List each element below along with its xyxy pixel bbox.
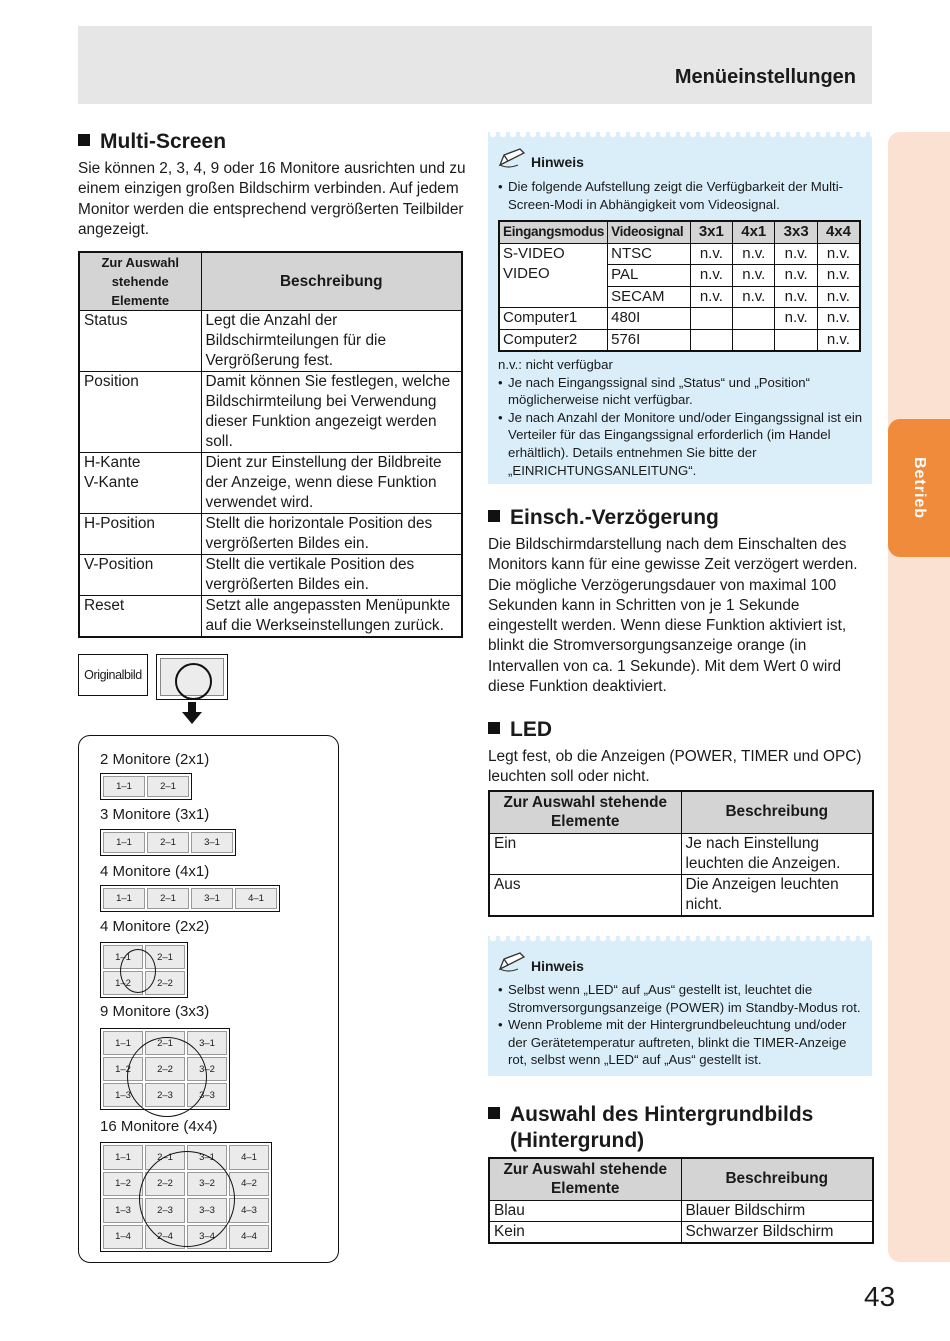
einsch-title: Einsch.-Verzögerung xyxy=(488,505,719,531)
availability-cell: n.v. xyxy=(690,243,732,265)
monitor-layout-label: 16 Monitore (4x4) xyxy=(100,1118,218,1135)
hint-title: Hinweis xyxy=(531,958,584,974)
col-header-items: Zur Auswahl stehende Elemente xyxy=(489,791,681,833)
led-table xyxy=(488,790,874,917)
hint-dots-decoration xyxy=(488,936,872,945)
monitor-cell: 4–1 xyxy=(235,888,277,909)
monitor-cell: 3–4 xyxy=(187,1225,227,1250)
monitor-cell: 1–1 xyxy=(103,1031,143,1055)
monitor-grid xyxy=(100,829,236,856)
availability-cell: n.v. xyxy=(775,265,817,287)
side-tab-label: Betrieb xyxy=(911,456,928,520)
monitor-cell: 3–3 xyxy=(187,1083,227,1107)
item-cell: Status xyxy=(79,311,201,372)
monitor-cell: 3–2 xyxy=(187,1057,227,1081)
table-row xyxy=(489,833,873,874)
monitor-cell: 2–3 xyxy=(145,1083,185,1107)
monitor-layout-label: 4 Monitore (2x2) xyxy=(100,918,210,935)
description-cell: Legt die Anzahl der Bildschirmteilungen für die Vergrößerung fest. xyxy=(201,311,462,372)
item-cell: Kein xyxy=(489,1221,681,1243)
monitor-cell: 1–3 xyxy=(103,1198,143,1223)
monitor-layout-label: 4 Monitore (4x1) xyxy=(100,863,210,880)
availability-cell xyxy=(775,329,817,351)
video-signal-cell: 480I xyxy=(608,308,691,330)
monitor-cell: 3–3 xyxy=(187,1198,227,1223)
monitor-grid xyxy=(100,1028,230,1110)
item-cell: Reset xyxy=(79,596,201,638)
table-row xyxy=(489,1200,873,1221)
monitor-grid xyxy=(100,885,280,912)
original-image-label: Originalbild xyxy=(78,654,148,696)
monitor-cell: 2–2 xyxy=(145,971,185,995)
monitor-cell: 1–2 xyxy=(103,1057,143,1081)
description-cell: Blauer Bildschirm xyxy=(681,1200,873,1221)
table-row xyxy=(79,514,462,555)
input-mode-cell: Computer1 xyxy=(499,308,608,330)
square-bullet-icon xyxy=(488,510,500,522)
original-screen xyxy=(160,658,224,696)
multi-screen-title: Multi-Screen xyxy=(78,129,226,155)
item-cell: Aus xyxy=(489,874,681,916)
availability-cell xyxy=(733,329,775,351)
multi-screen-table xyxy=(78,251,463,638)
monitor-cell: 1–4 xyxy=(103,1225,143,1250)
description-cell: Dient zur Einstellung der Bildbreite der Anzeige, wenn diese Funktion verwendet wird. xyxy=(201,453,462,514)
monitor-cell: 1–1 xyxy=(103,776,145,797)
availability-cell xyxy=(733,308,775,330)
hint-bullet xyxy=(498,374,864,409)
hint-bullet-text: Je nach Anzahl der Monitore und/oder Eingangssignal ist ein Verteiler für das Eingangssignal erforderlich (im Handel erhältlich). Details entnehmen Sie bitte der „EINRICHTUNGSANLEITUNG“. xyxy=(508,409,863,478)
input-mode-cell: Computer2 xyxy=(499,329,608,351)
video-signal-cell: SECAM xyxy=(608,286,691,308)
description-cell: Schwarzer Bildschirm xyxy=(681,1221,873,1243)
hint-box-2 xyxy=(488,936,872,1076)
bullet-dot: • xyxy=(498,374,503,390)
led-text: Legt fest, ob die Anzeigen (POWER, TIMER und OPC) leuchten soll oder nicht. xyxy=(488,748,862,786)
monitor-cell: 2–2 xyxy=(145,1172,185,1197)
header-title: Menüeinstellungen xyxy=(674,66,856,88)
table-row xyxy=(79,596,462,638)
availability-cell: n.v. xyxy=(690,286,732,308)
monitor-cell: 3–1 xyxy=(187,1031,227,1055)
hint-bullet xyxy=(498,1016,864,1069)
monitor-cell: 2–1 xyxy=(147,888,189,909)
monitor-cell: 3–1 xyxy=(191,832,233,853)
item-cell: H-Position xyxy=(79,514,201,555)
description-cell: Die Anzeigen leuchten nicht. xyxy=(681,874,873,916)
monitor-cell: 1–1 xyxy=(103,832,145,853)
side-tab-betrieb[interactable] xyxy=(888,419,950,557)
availability-cell: n.v. xyxy=(775,308,817,330)
hint-bullet-text: Selbst wenn „LED“ auf „Aus“ gestellt ist, leuchtet die Stromversorgungsanzeige (POWER) im Standby-Modus rot. xyxy=(508,982,861,1015)
description-cell: Stellt die vertikale Position des vergrößerten Bildes ein. xyxy=(201,555,462,596)
monitor-cell: 2–1 xyxy=(147,776,189,797)
pencil-icon xyxy=(498,951,528,973)
monitor-cell: 2–4 xyxy=(145,1225,185,1250)
table-row xyxy=(499,308,860,330)
hint-bullets xyxy=(498,981,864,1069)
monitor-cell: 4–3 xyxy=(229,1198,269,1223)
monitor-layout-label: 3 Monitore (3x1) xyxy=(100,806,210,823)
multi-screen-intro: Sie können 2, 3, 4, 9 oder 16 Monitore ausrichten und zu einem einzigen großen Bildschirm verbinden. Auf jedem Monitor werden die entsprechend vergrößerten Teilbilder angezeigt. xyxy=(78,160,466,238)
hint-bullet xyxy=(498,409,864,479)
video-signal-cell: PAL xyxy=(608,265,691,287)
col-header-description: Beschreibung xyxy=(201,252,462,311)
monitor-grid xyxy=(100,942,188,998)
page-header xyxy=(78,26,872,104)
table-row xyxy=(489,874,873,916)
availability-cell: n.v. xyxy=(733,243,775,265)
table-row xyxy=(499,329,860,351)
page-number: 43 xyxy=(864,1281,896,1312)
bullet-dot: • xyxy=(498,982,503,997)
original-image-figure xyxy=(156,654,228,700)
hint-notes xyxy=(498,356,864,479)
hint-dots-decoration xyxy=(488,132,872,141)
hint-bullet-text: Wenn Probleme mit der Hintergrundbeleuchtung und/oder der Gerätetemperatur auftreten, blinkt die TIMER-Anzeige rot, selbst wenn „LED“ auf „Aus“ gestellt ist. xyxy=(508,1017,847,1068)
monitor-cell: 1–3 xyxy=(103,1083,143,1107)
monitor-cell: 3–2 xyxy=(187,1172,227,1197)
item-cell: Position xyxy=(79,372,201,453)
availability-cell: n.v. xyxy=(775,286,817,308)
monitor-cell: 4–2 xyxy=(229,1172,269,1197)
availability-cell: n.v. xyxy=(817,329,860,351)
col-header-items: Zur Auswahl stehende Elemente xyxy=(79,252,201,311)
led-title: LED xyxy=(488,717,552,743)
square-bullet-icon xyxy=(488,722,500,734)
availability-cell xyxy=(690,308,732,330)
table-row xyxy=(489,1221,873,1243)
description-cell: Setzt alle angepassten Menüpunkte auf die Werkseinstellungen zurück. xyxy=(201,596,462,638)
einsch-text: Die Bildschirmdarstellung nach dem Einschalten des Monitors kann für eine gewisse Zeit verzögert werden. Die mögliche Verzögerungsdauer von maximal 100 Sekunden kann in Schritten von je 1 Sekunde eingestellt werden. Wenn diese Funktion aktiviert ist, blinkt die Stromversorgungsanzeige orange (in Intervallen von ca. 1 Sekunde). Mit dem Wert 0 wird diese Funktion deaktiviert. xyxy=(488,536,858,696)
circle-icon xyxy=(175,663,212,700)
table-row xyxy=(499,243,860,265)
monitor-layout-label: 2 Monitore (2x1) xyxy=(100,751,210,768)
hint-bullet-text: Je nach Eingangssignal sind „Status“ und „Position“ möglicherweise nicht verfügbar. xyxy=(508,374,811,408)
monitor-cell: 1–1 xyxy=(103,1145,143,1170)
circle-icon xyxy=(139,1151,235,1247)
hint-note: n.v.: nicht verfügbar xyxy=(498,357,613,372)
monitor-cell: 3–1 xyxy=(187,1145,227,1170)
circle-icon xyxy=(120,949,156,993)
item-cell: V-Position xyxy=(79,555,201,596)
monitor-cell: 1–1 xyxy=(103,888,145,909)
availability-cell: n.v. xyxy=(817,286,860,308)
availability-cell: n.v. xyxy=(733,286,775,308)
monitor-cell: 2–2 xyxy=(145,1057,185,1081)
availability-cell: n.v. xyxy=(817,243,860,265)
col-header-items: Zur Auswahl stehende Elemente xyxy=(489,1158,681,1200)
bullet-dot: • xyxy=(498,1017,503,1033)
monitor-cell: 1–2 xyxy=(103,1172,143,1197)
item-cell: H-Kante V-Kante xyxy=(79,453,201,514)
sidebar-strip xyxy=(888,132,950,1262)
col-header-description: Beschreibung xyxy=(681,1158,873,1200)
monitor-grid xyxy=(100,1142,272,1252)
monitor-cell: 2–3 xyxy=(145,1198,185,1223)
hint-bullet xyxy=(498,981,864,1016)
monitor-cell: 2–1 xyxy=(145,1031,185,1055)
circle-icon xyxy=(127,1037,207,1117)
availability-header: 4x4 xyxy=(817,221,860,243)
monitor-cell: 4–1 xyxy=(229,1145,269,1170)
bullet-dot: • xyxy=(498,409,503,425)
col-header-description: Beschreibung xyxy=(681,791,873,833)
description-cell: Damit können Sie festlegen, welche Bildschirmteilung bei Verwendung dieser Funktion angezeigt werden soll. xyxy=(201,372,462,453)
square-bullet-icon xyxy=(78,134,90,146)
video-signal-cell: 576I xyxy=(608,329,691,351)
monitor-cell: 3–1 xyxy=(191,888,233,909)
availability-cell: n.v. xyxy=(817,308,860,330)
monitor-cell: 4–4 xyxy=(229,1225,269,1250)
monitor-cell: 1–1 xyxy=(103,945,143,969)
square-bullet-icon xyxy=(488,1107,500,1119)
video-signal-cell: NTSC xyxy=(608,243,691,265)
availability-header: 4x1 xyxy=(733,221,775,243)
availability-cell: n.v. xyxy=(733,265,775,287)
arrow-down-icon xyxy=(182,702,202,724)
monitor-cell: 2–1 xyxy=(145,945,185,969)
description-cell: Stellt die horizontale Position des vergrößerten Bildes ein. xyxy=(201,514,462,555)
background-table xyxy=(488,1157,874,1244)
input-mode-cell: S-VIDEO VIDEO xyxy=(499,243,608,308)
availability-header: Videosignal xyxy=(608,221,691,243)
availability-cell: n.v. xyxy=(690,265,732,287)
monitor-grid xyxy=(100,773,192,800)
availability-cell: n.v. xyxy=(775,243,817,265)
availability-cell xyxy=(690,329,732,351)
background-title: Auswahl des Hintergrundbilds (Hintergrund) xyxy=(488,1102,872,1154)
table-row xyxy=(79,311,462,372)
monitor-layout-label: 9 Monitore (3x3) xyxy=(100,1003,210,1020)
availability-header: 3x1 xyxy=(690,221,732,243)
pencil-icon xyxy=(498,147,528,169)
monitor-cell: 2–1 xyxy=(145,1145,185,1170)
description-cell: Je nach Einstellung leuchten die Anzeigen. xyxy=(681,833,873,874)
availability-table xyxy=(498,220,861,352)
hint-title: Hinweis xyxy=(531,154,584,170)
availability-cell: n.v. xyxy=(817,265,860,287)
monitor-cell: 1–2 xyxy=(103,971,143,995)
monitor-cell: 2–1 xyxy=(147,832,189,853)
table-row xyxy=(79,372,462,453)
table-row xyxy=(79,453,462,514)
hint-intro: • Die folgende Aufstellung zeigt die Verfügbarkeit der Multi-Screen-Modi in Abhängigkeit vom Videosignal. xyxy=(498,179,844,212)
availability-header: 3x3 xyxy=(775,221,817,243)
availability-header: Eingangsmodus xyxy=(499,221,608,243)
item-cell: Blau xyxy=(489,1200,681,1221)
table-row xyxy=(79,555,462,596)
item-cell: Ein xyxy=(489,833,681,874)
